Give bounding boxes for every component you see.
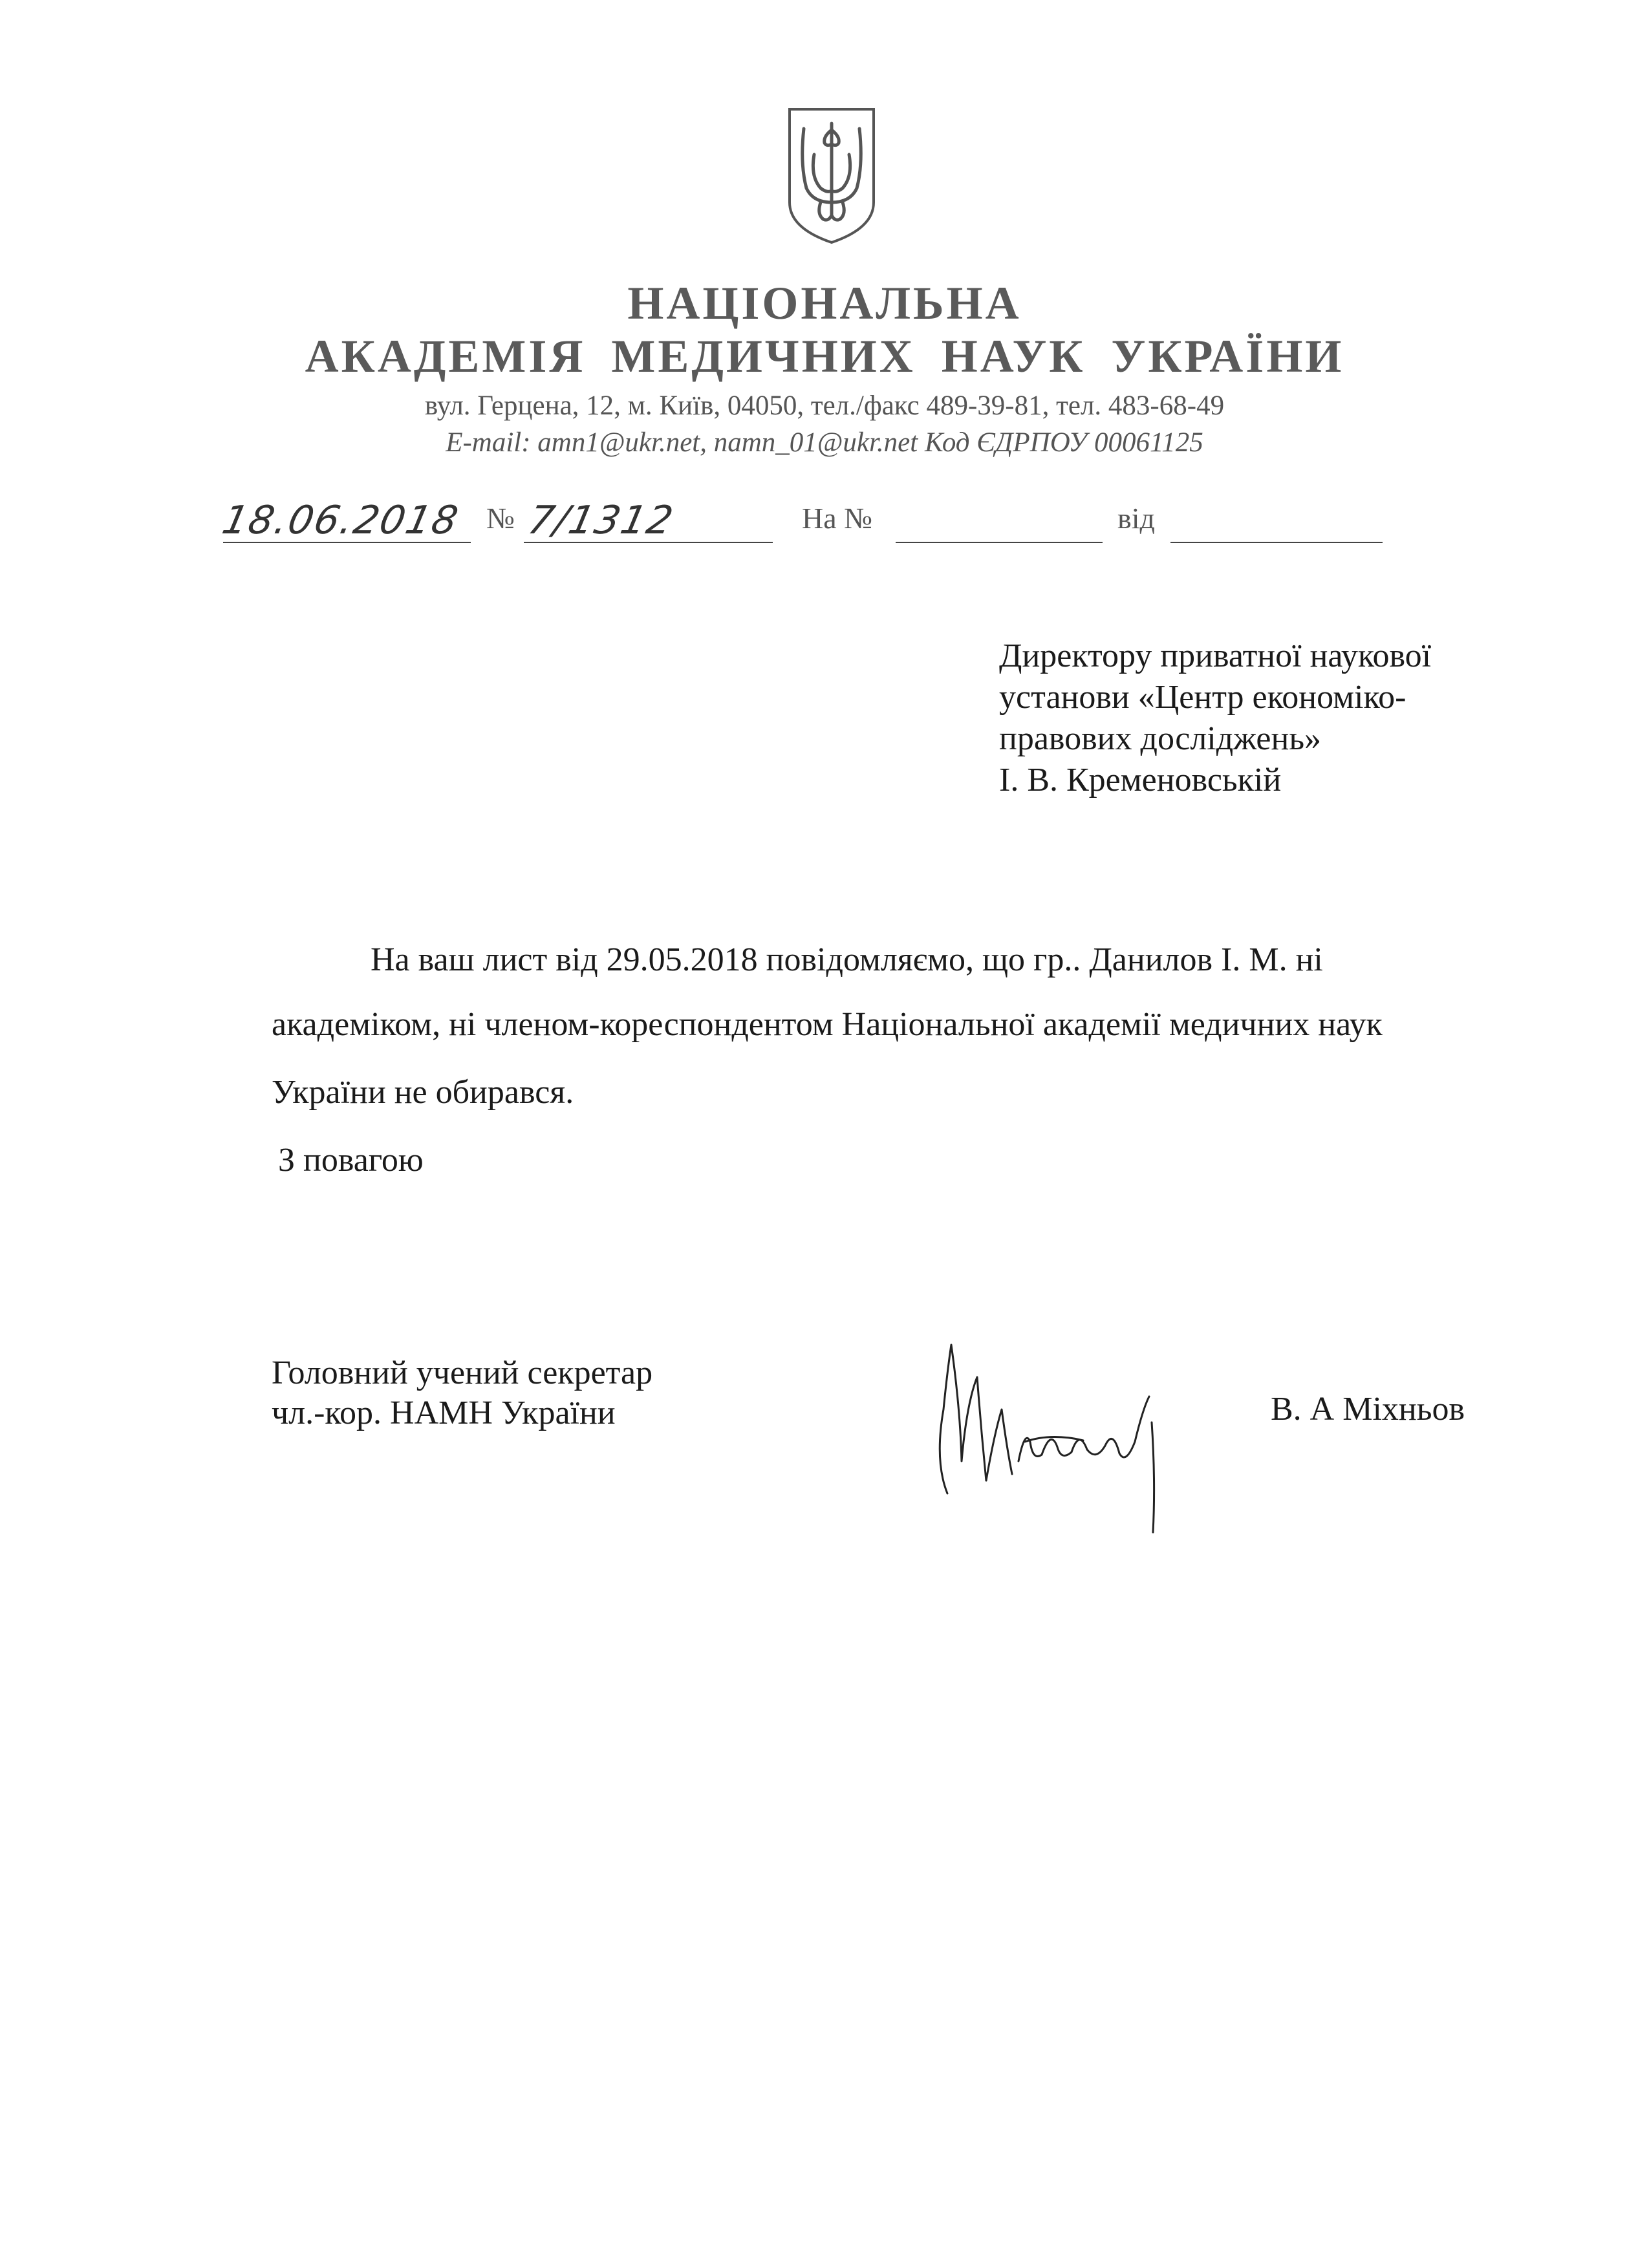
reference-date-blank	[1170, 542, 1383, 543]
organization-name-line-1: НАЦІОНАЛЬНА	[627, 277, 1022, 329]
signer-title	[272, 1353, 652, 1433]
body-line-1: На ваш лист від 29.05.2018 повідомляємо, що гр.. Данилов І. М. ні	[371, 941, 1323, 978]
addressee-name: І. В. Кременовській	[999, 762, 1282, 798]
outgoing-number	[524, 498, 678, 543]
closing-phrase: З повагою	[278, 1142, 424, 1179]
outgoing-date-value: 18.06.2018	[218, 498, 463, 543]
body-line-2: академіком, ні членом-кореспондентом Національної академії медичних наук	[272, 1006, 1383, 1043]
trident-coat-of-arms-icon	[784, 105, 879, 246]
body-line-3: України не обирався.	[272, 1074, 574, 1111]
signer-name: В. А Міхньов	[1271, 1391, 1465, 1428]
handwritten-signature	[921, 1332, 1180, 1539]
addressee-block	[999, 636, 1581, 801]
addressee-line: правових досліджень»	[999, 720, 1322, 757]
signer-title-line: чл.-кор. НАМН України	[272, 1395, 616, 1431]
outgoing-number-label: №	[486, 502, 515, 535]
organization-address: вул. Герцена, 12, м. Київ, 04050, тел./факс 489-39-81, тел. 483-68-49	[424, 390, 1225, 421]
outgoing-number-value: 7/1312	[524, 498, 678, 543]
reference-number-label: На №	[802, 502, 873, 535]
addressee-line: установи «Центр економіко-	[999, 679, 1406, 716]
organization-name-line-2: АКАДЕМІЯ МЕДИЧНИХ НАУК УКРАЇНИ	[305, 330, 1344, 382]
reference-date-label: від	[1117, 502, 1155, 535]
addressee-line: Директору приватної наукової	[999, 637, 1432, 674]
reference-number-blank	[896, 542, 1103, 543]
organization-email-and-code: E-mail: amn1@ukr.net, namn_01@ukr.net Код ЄДРПОУ 00061125	[446, 427, 1203, 458]
outgoing-number-underline	[524, 542, 773, 543]
signer-title-line: Головний учений секретар	[272, 1354, 653, 1391]
outgoing-date-underline	[223, 542, 471, 543]
outgoing-date	[218, 498, 469, 543]
